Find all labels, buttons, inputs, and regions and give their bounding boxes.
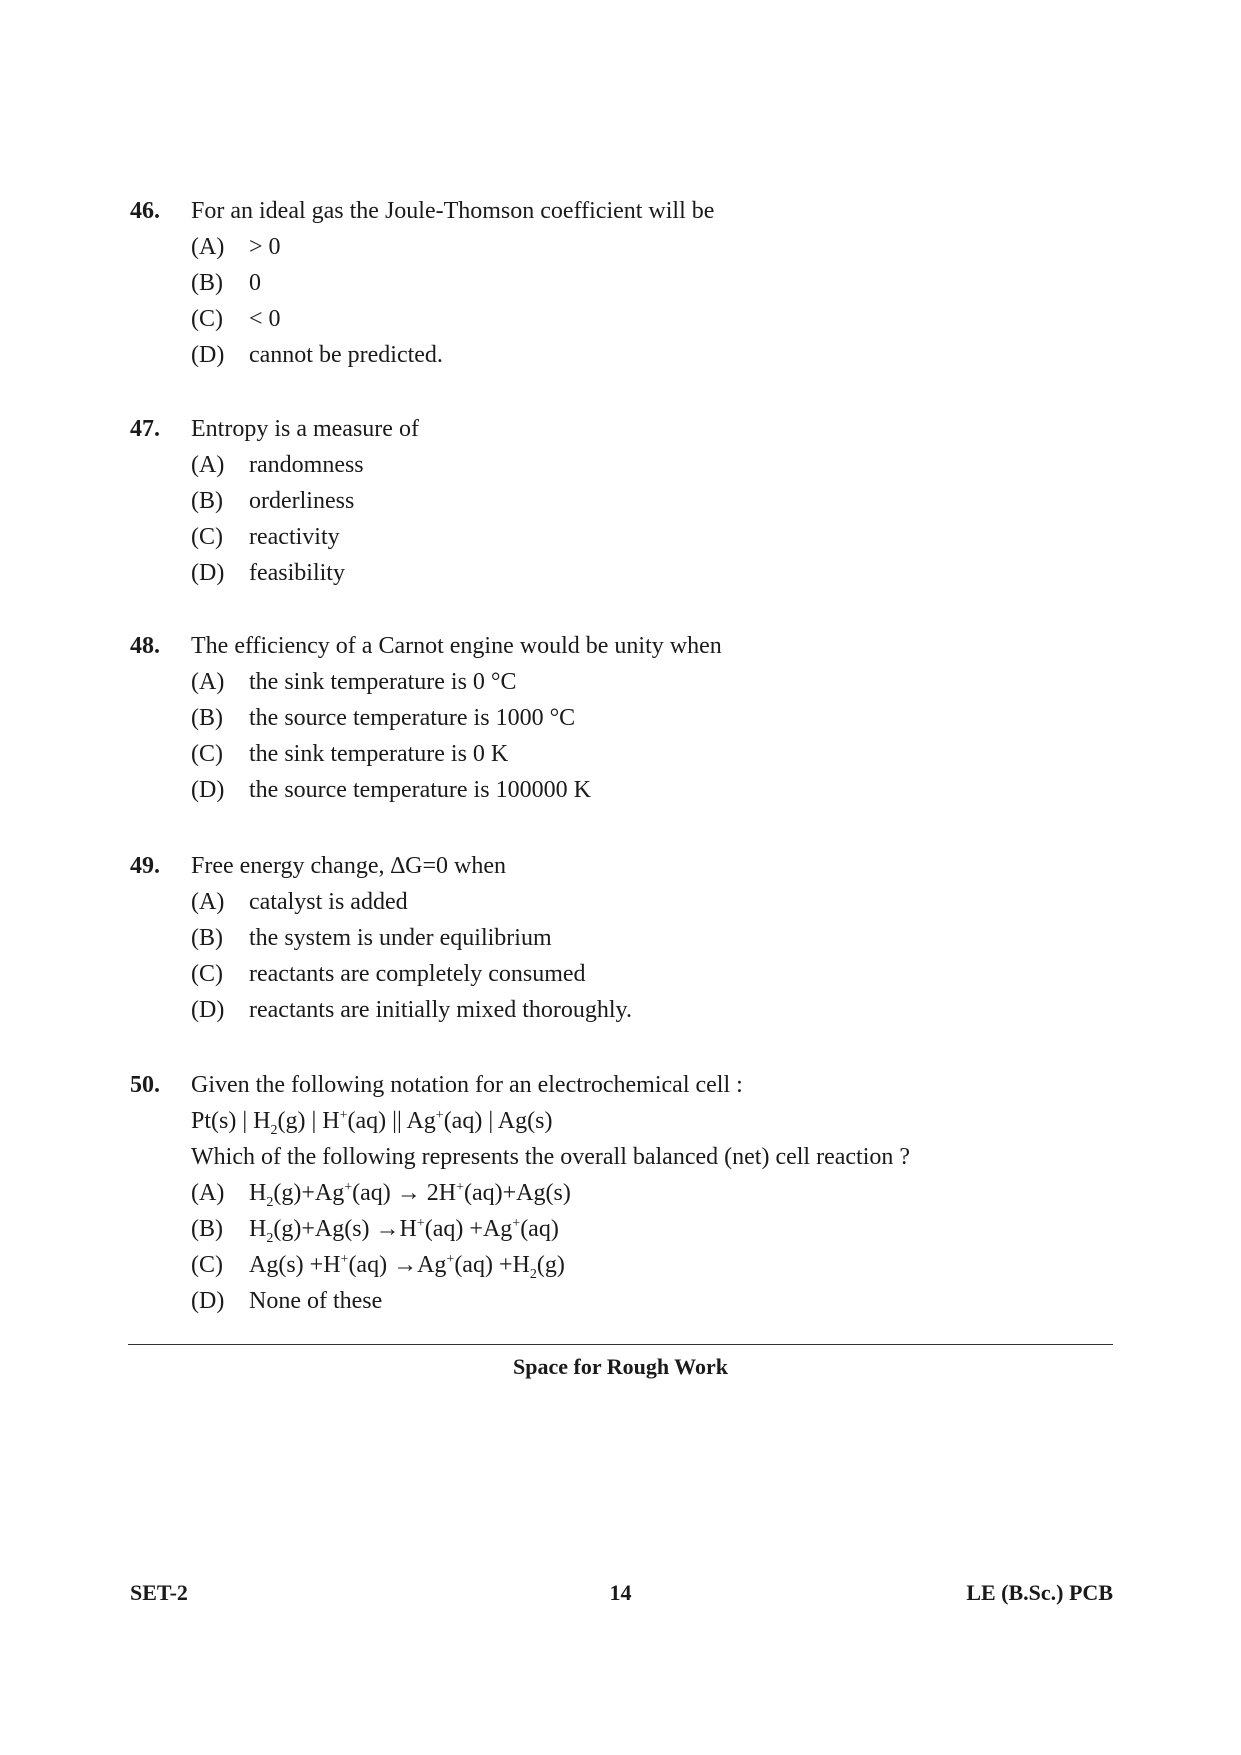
- option-b: [130, 483, 1130, 519]
- option-text: the sink temperature is 0 K: [249, 741, 509, 767]
- option-d: [130, 992, 1130, 1028]
- option-a: [130, 447, 1130, 483]
- option-b: [130, 700, 1130, 736]
- option-text: catalyst is added: [249, 889, 408, 915]
- option-d: [130, 1283, 1130, 1319]
- option-letter: (C): [191, 961, 223, 987]
- option-letter: (A): [191, 234, 225, 260]
- option-b: [130, 1211, 1130, 1247]
- option-d: [130, 555, 1130, 591]
- question-text-2: Which of the following represents the overall balanced (net) cell reaction ?: [191, 1144, 911, 1170]
- option-letter: (D): [191, 777, 225, 803]
- option-b: [130, 920, 1130, 956]
- option-text: > 0: [249, 234, 281, 260]
- option-letter: (B): [191, 705, 223, 731]
- option-text: $H_2(g)+Ag^+(aq) \to 2H^+(aq)+Ag(s)$: [249, 1180, 571, 1210]
- option-letter: (C): [191, 524, 223, 550]
- option-text: reactivity: [249, 524, 340, 550]
- option-letter: (D): [191, 560, 225, 586]
- question-48: [130, 628, 1130, 808]
- option-letter: (A): [191, 889, 225, 915]
- option-b: [130, 265, 1130, 301]
- option-letter: (B): [191, 270, 223, 296]
- option-letter: (C): [191, 741, 223, 767]
- question-49: [130, 848, 1130, 1028]
- option-letter: (A): [191, 452, 225, 478]
- option-text: the system is under equilibrium: [249, 925, 552, 951]
- option-a: [130, 884, 1130, 920]
- option-letter: (B): [191, 925, 223, 951]
- option-letter: (D): [191, 1288, 225, 1314]
- option-text: orderliness: [249, 488, 355, 514]
- option-text: feasibility: [249, 560, 345, 586]
- option-a: [130, 229, 1130, 265]
- question-text: For an ideal gas the Joule-Thomson coefficient will be: [191, 198, 715, 224]
- option-text: reactants are completely consumed: [249, 961, 586, 987]
- option-c: [130, 519, 1130, 555]
- question-number: 46.: [130, 198, 160, 224]
- option-letter: (C): [191, 306, 223, 332]
- option-d: [130, 772, 1130, 808]
- option-d: [130, 337, 1130, 373]
- option-letter: (A): [191, 669, 225, 695]
- option-letter: (B): [191, 1216, 223, 1242]
- option-text: the sink temperature is 0 °C: [249, 669, 517, 695]
- option-letter: (A): [191, 1180, 225, 1206]
- option-text: randomness: [249, 452, 364, 478]
- footer-course: LE (B.Sc.) PCB: [966, 1580, 1113, 1605]
- divider-line: [128, 1344, 1113, 1345]
- option-letter: (B): [191, 488, 223, 514]
- option-c: [130, 301, 1130, 337]
- option-text: None of these: [249, 1288, 383, 1314]
- option-text: 0: [249, 270, 261, 296]
- option-c: [130, 956, 1130, 992]
- question-text: The efficiency of a Carnot engine would be unity when: [191, 633, 722, 659]
- footer-set: SET-2: [130, 1580, 188, 1605]
- question-number: 50.: [130, 1072, 160, 1098]
- option-text: the source temperature is 1000 °C: [249, 705, 576, 731]
- option-c: [130, 736, 1130, 772]
- rough-work-label: Space for Rough Work: [513, 1354, 728, 1379]
- option-a: [130, 664, 1130, 700]
- option-text: reactants are initially mixed thoroughly.: [249, 997, 632, 1023]
- question-47: [130, 411, 1130, 591]
- footer-page-number: 14: [609, 1580, 632, 1605]
- cell-notation: Pt(s) | $H_2(g)$ | H+(aq) || Ag+(aq) | Ag(s): [191, 1108, 553, 1138]
- option-text: cannot be predicted.: [249, 342, 443, 368]
- option-c: [130, 1247, 1130, 1283]
- option-letter: (D): [191, 997, 225, 1023]
- question-46: [130, 193, 1130, 373]
- question-number: 47.: [130, 416, 160, 442]
- question-text: Free energy change, ∆G=0 when: [191, 853, 506, 879]
- option-a: [130, 1175, 1130, 1211]
- question-number: 48.: [130, 633, 160, 659]
- question-number: 49.: [130, 853, 160, 879]
- option-text: $H_2(g)+Ag(s) \to H^+(aq) +Ag^+(aq)$: [249, 1216, 559, 1246]
- option-letter: (C): [191, 1252, 223, 1278]
- option-letter: (D): [191, 342, 225, 368]
- question-text: Entropy is a measure of: [191, 416, 419, 442]
- option-text: $Ag(s) +H^+(aq) \to Ag^+(aq) +H_2(g)$: [249, 1252, 565, 1282]
- option-text: the source temperature is 100000 K: [249, 777, 591, 803]
- question-50: [130, 1067, 1130, 1319]
- question-text: Given the following notation for an electrochemical cell :: [191, 1072, 743, 1098]
- option-text: < 0: [249, 306, 281, 332]
